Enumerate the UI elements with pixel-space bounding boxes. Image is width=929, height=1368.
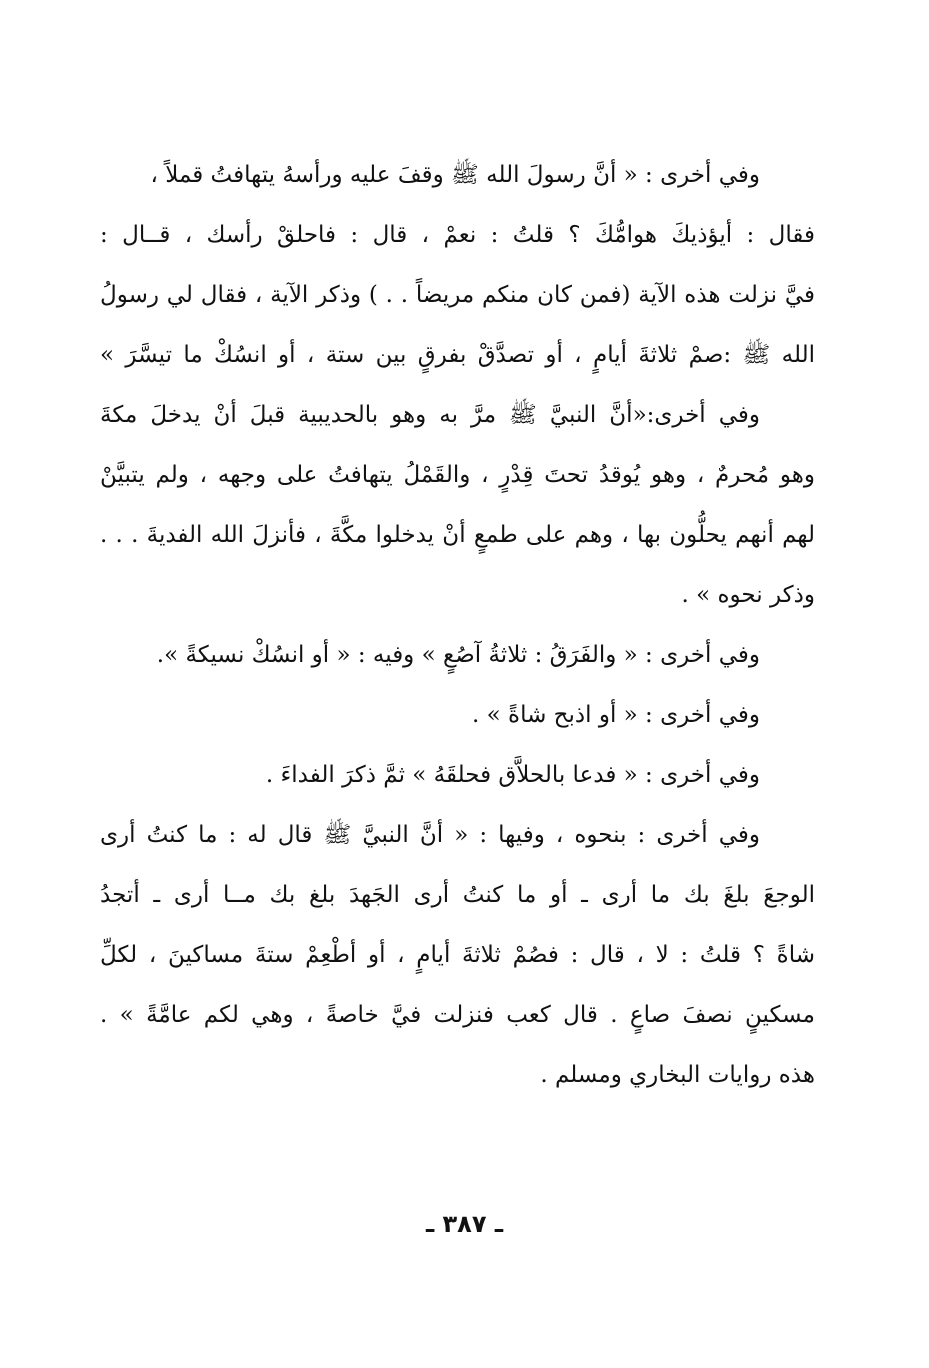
text-line: وفي أخرى : « أو اذبح شاةً » . (472, 702, 760, 728)
text-line: فيَّ نزلت هذه الآية (فمن كان منكم مريضاً . . ) وذكر الآية ، فقال لي رسولُ (100, 282, 815, 308)
text-line: الوجعَ بلغَ بك ما أرى ـ أو ما كنتُ أرى الجَهدَ بلغ بك مــا أرى ـ أتجدُ (100, 882, 815, 908)
text-line: فقال : أيؤذيكَ هوامُّكَ ؟ قلتُ : نعمْ ، قال : فاحلقْ رأسك ، قــال : (100, 222, 815, 248)
text-line: الله ﷺ :صمْ ثلاثةَ أيامٍ ، أو تصدَّقْ بفرقٍ بين ستة ، أو انسُكْ ما تيسَّرَ » (100, 342, 815, 368)
text-line: هذه روايات البخاري ومسلم . (540, 1062, 815, 1088)
text-line: وفي أخرى:«أنَّ النبيَّ ﷺ مرَّ به وهو بالحديبية قبلَ أنْ يدخلَ مكةَ (100, 402, 760, 428)
text-line: وهو مُحرمٌ ، وهو يُوقدُ تحتَ قِدْرٍ ، والقَمْلُ يتهافتُ على وجهه ، ولم يتبيَّنْ (100, 462, 815, 488)
body-text (100, 145, 815, 1105)
text-line: وفي أخرى : « والفَرَقُ : ثلاثةُ آصُعٍ » وفيه : « أو انسُكْ نسيكةً ». (156, 642, 760, 668)
text-line: وذكر نحوه » . (681, 582, 815, 608)
text-line: لهم أنهم يحلُّون بها ، وهم على طمعٍ أنْ يدخلوا مكَّةَ ، فأنزلَ الله الفديةَ . . . (100, 522, 815, 548)
page-number: ـ ٣٨٧ ـ (425, 1210, 504, 1238)
text-line: مسكينٍ نصفَ صاعٍ . قال كعب فنزلت فيَّ خاصةً ، وهي لكم عامَّةً » . (100, 1002, 815, 1028)
text-line: وفي أخرى : « فدعا بالحلاَّق فحلقَهُ » ثمَّ ذكرَ الفداءَ . (265, 762, 760, 788)
text-line: شاةً ؟ قلتُ : لا ، قال : فصُمْ ثلاثةَ أيامٍ ، أو أطْعِمْ ستةَ مساكينَ ، لكلِّ (100, 942, 815, 968)
text-line: وفي أخرى : بنحوه ، وفيها : « أنَّ النبيَّ ﷺ قال له : ما كنتُ أرى (100, 822, 760, 848)
text-line: وفي أخرى : « أنَّ رسولَ الله ﷺ وقفَ عليه ورأسهُ يتهافتُ قملاً ، (150, 162, 760, 188)
